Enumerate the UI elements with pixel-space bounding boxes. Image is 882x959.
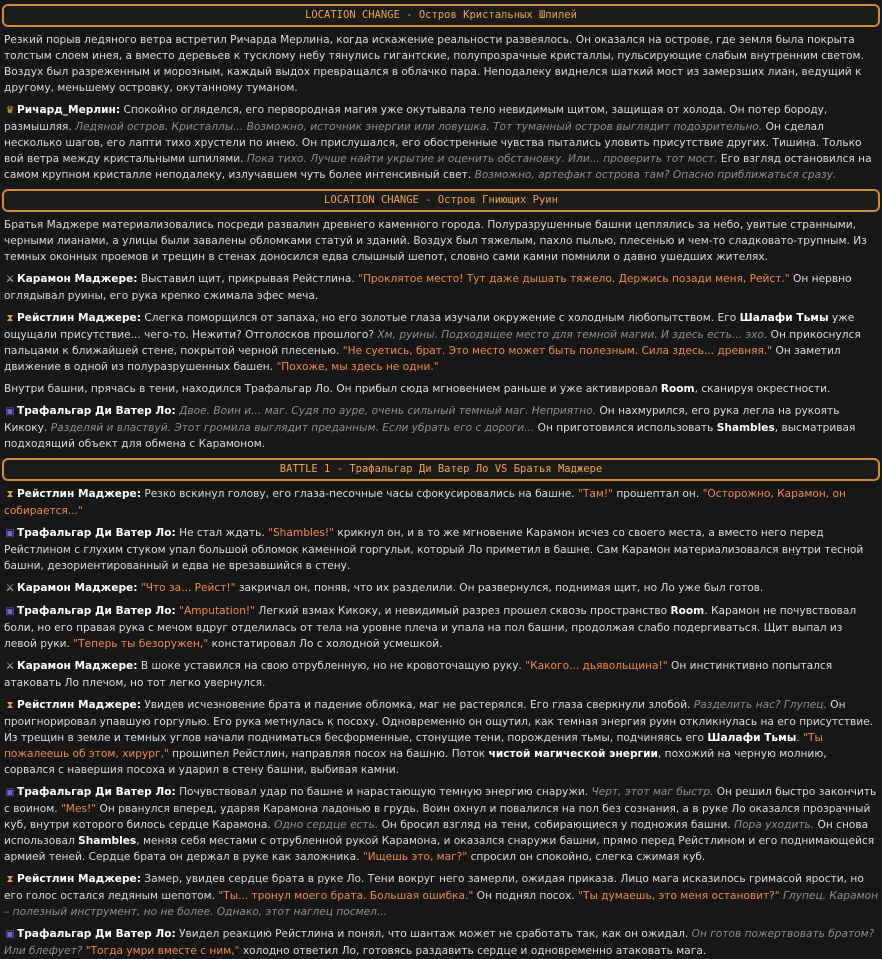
ability-name: Room xyxy=(660,383,695,395)
inner-thought: Пока тихо. Лучше найти укрытие и оценить обстановку. Или... проверить тот мост. xyxy=(246,153,718,165)
narration-text: спросил он спокойно, слегка сжимая куб. xyxy=(467,851,706,863)
speech-quote: "Похоже, мы здесь не одни." xyxy=(276,361,439,373)
inner-thought: Черт, этот маг быстр. xyxy=(591,786,714,798)
speech-quote: "Там!" xyxy=(578,488,613,500)
ability-name: Шалафи Тьмы xyxy=(739,312,829,324)
log-message xyxy=(2,102,880,183)
purple-badge-icon: ▣ xyxy=(5,528,15,539)
narration-text: , высматривая подходящий объект для обмена с Карамоном. xyxy=(4,422,856,450)
crown-icon: ♛ xyxy=(5,105,15,116)
hourglass-icon: ⧗ xyxy=(6,700,14,711)
speaker-name: Рейстлин Маджере: xyxy=(17,312,141,324)
narration-text: Он бросил взгляд на тени, собирающиеся у подножия башни. xyxy=(378,819,735,831)
ability-name: Shambles xyxy=(716,422,775,434)
narration-text: Он инстинктивно попытался атаковать Ло плечом, но тот легко увернулся. xyxy=(4,660,833,689)
inner-thought: Пора уходить. xyxy=(734,819,815,831)
hourglass-icon: ⧗ xyxy=(6,313,14,324)
speech-quote: "Что за... Рейст!" xyxy=(140,582,236,594)
speaker-name: Трафальгар Ди Ватер Ло: xyxy=(17,405,176,417)
speaker-name: Ричард_Мерлин: xyxy=(17,104,121,116)
narration-text: Он проигнорировал упавшую горгулью. Его рука метнулась к посоху. Одновременно он ощутил, как темная энергия руин откликнулась на его присутствие. Из трещин в земле и темных углов начали подниматься бесформенные, стонущие тени, порождения тьмы, подчиняясь его xyxy=(4,699,874,744)
log-message xyxy=(2,381,880,397)
speaker-name: Трафальгар Ди Ватер Ло: xyxy=(17,605,176,617)
speech-quote: "Shambles!" xyxy=(268,527,335,539)
narration-text: Увидел реакцию Рейстлина и понял, что шантаж может не сработать так, как он ожидал. xyxy=(175,928,692,940)
ability-name: Room xyxy=(670,605,705,617)
purple-badge-icon: ▣ xyxy=(5,929,15,940)
narration-text: , меняя себя местами с отрубленной рукой Карамона, и оказался снаружи башни, прямо перед Рейстлином и его поднимающейся армией теней. Сердце брата он держал в руке как заложника. xyxy=(4,835,875,863)
narration-text: прошептал он. xyxy=(612,488,703,500)
ability-name: чистой магической энергии xyxy=(488,748,658,760)
speech-quote: "Amputation!" xyxy=(179,605,256,617)
ability-name: Шалафи Тьмы xyxy=(707,732,797,744)
narration-text: Братья Маджере материализовались посреди развалин древнего каменного города. Полуразрушенные башни цеплялись за небо, увитые странными, черными лианами, а улицы были завалены обломками статуй и зданий. Воздух был тяжелым, пахло пылью, плесенью и чем-то сладковато-трупным. Из темных оконных проемов и трещин в стенах доносился едва слышный шепот, словно сами камни помнили о давно ушедших жителях. xyxy=(4,219,867,263)
inner-thought: Разделить нас? Глупец. xyxy=(693,699,827,711)
narration-text: Резкий порыв ледяного ветра встретил Ричарда Мерлина, когда искажение реальности развеялось. Он оказался на острове, где земля была покрыта толстым слоем инея, а вместо деревьев к тусклому небу тянулись гигантские, полупрозрачные кристаллы, пульсирующие слабым внутренним светом. Воздух был разреженным и морозным, каждый выдох превращался в облачко пара. Неподалеку виднелся шаткий мост из замерзших лиан, ведущий к другому, меньшему островку, окутанному туманом. xyxy=(4,34,864,94)
log-message xyxy=(2,784,880,865)
log-message xyxy=(2,486,880,519)
narration-text: Увидев исчезновение брата и падение обломка, маг не растерялся. Его глаза сверкнули злобой. xyxy=(140,699,694,711)
narration-text: . xyxy=(796,732,804,744)
narration-text: Он нахмурился, его рука легла на рукоять Кикоку. xyxy=(4,405,840,434)
scene-banner: BATTLE 1 - Трафальгар Ди Ватер Ло VS Братья Маджере xyxy=(2,458,880,481)
crossed-swords-icon: ⚔ xyxy=(5,274,15,285)
log-message xyxy=(2,525,880,574)
narration-text: Замер, увидев сердце брата в руке Ло. Тени вокруг него замерли, ожидая приказа. Лицо мага исказилось гримасой ярости, но его голос остался ледяным шепотом. xyxy=(4,873,864,902)
narration-text: закричал он, поняв, что их разделили. Он развернулся, поднимая щит, но Ло уже был готов. xyxy=(235,582,764,594)
log-message xyxy=(2,403,880,452)
narration-text: Он заметил движение в одной из полуразрушенных башен. xyxy=(4,345,841,373)
narration-text: Он поднял посох. xyxy=(473,890,579,902)
scene-banner: LOCATION CHANGE - Остров Кристальных Шпилей xyxy=(2,4,880,27)
narration-text: Внутри башни, прячась в тени, находился Трафальгар Ло. Он прибыл сюда мгновением раньше и уже активировал xyxy=(4,383,661,395)
narration-text: прошипел Рейстлин, направляя посох на башню. Поток xyxy=(168,748,489,760)
speech-quote: "Ты... тронул моего брата. Большая ошибка." xyxy=(218,890,474,902)
narration-text: Почувствовал удар по башне и нарастающую темную энергию снаружи. xyxy=(175,786,592,798)
narration-text: В шоке уставился на свою отрубленную, но не кровоточащую руку. xyxy=(137,660,526,672)
speaker-name: Рейстлин Маджере: xyxy=(17,699,141,711)
log-message xyxy=(2,603,880,652)
log-message xyxy=(2,310,880,375)
inner-thought: Одно сердце есть. xyxy=(274,819,379,831)
narration-text: Он сделал несколько шагов, его лапти тихо хрустели по инею. Он прислушался, его обостренные чувства пытались уловить присутствие других. Тишина. Только вой ветра между кристальными шпилями. xyxy=(4,121,862,165)
log-message xyxy=(2,697,880,778)
narration-text: Легкий взмах Кикоку, и невидимый разрез прошел сквозь пространство xyxy=(255,605,671,617)
narration-text: Он снова использовал xyxy=(4,819,869,847)
crossed-swords-icon: ⚔ xyxy=(5,583,15,594)
speech-quote: "Тогда умри вместе с ним," xyxy=(85,945,240,957)
log-message xyxy=(2,871,880,920)
scene-banner: LOCATION CHANGE - Остров Гниющих Руин xyxy=(2,189,880,212)
speaker-name: Трафальгар Ди Ватер Ло: xyxy=(17,786,176,798)
purple-badge-icon: ▣ xyxy=(5,787,15,798)
inner-thought: Он готов пожертвовать братом? Или блефует? xyxy=(4,928,875,957)
purple-badge-icon: ▣ xyxy=(5,606,15,617)
narration-text: Слегка поморщился от запаха, но его золотые глаза изучали окружение с холодным любопытством. Его xyxy=(140,312,740,324)
log-message xyxy=(2,580,880,597)
narration-text: Его взгляд остановился на самом крупном кристалле неподалеку, излучавшем чуть более интенсивный свет. xyxy=(4,153,872,181)
speech-quote: "Ты пожалеешь об этом, хирург," xyxy=(4,732,823,760)
log-message xyxy=(2,32,880,96)
speaker-name: Трафальгар Ди Ватер Ло: xyxy=(17,527,176,539)
log-message xyxy=(2,271,880,304)
ability-name: Shambles xyxy=(78,835,137,847)
narration-text: Выставил щит, прикрывая Рейстлина. xyxy=(137,273,359,285)
hourglass-icon: ⧗ xyxy=(6,874,14,885)
narration-text: Он рванулся вперед, ударяя Карамона ладонью в грудь. Воин охнул и повалился на пол без сознания, а в руке Ло оказался прозрачный куб, внутри которого билось сердце Карамона. xyxy=(4,803,871,831)
narration-text: , сканируя окрестности. xyxy=(694,383,831,395)
speech-quote: "Ищешь это, маг?" xyxy=(362,851,468,863)
narration-text: Резко вскинул голову, его глаза-песочные часы сфокусировались на башне. xyxy=(140,488,579,500)
speech-quote: "Какого... дьявольщина!" xyxy=(525,660,668,672)
purple-badge-icon: ▣ xyxy=(5,406,15,417)
inner-thought: Ледяной остров. Кристаллы... Возможно, источник энергии или ловушка. Тот туманный остров выглядит подозрительно. xyxy=(75,121,763,133)
narration-text: Спокойно огляделся, его первородная магия уже окутывала тело невидимым щитом, защищая от холода. Он потер бороду, размышляя. xyxy=(4,104,828,133)
speech-quote: "Проклятое место! Тут даже дышать тяжело. Держись позади меня, Рейст." xyxy=(358,273,790,285)
narration-text: Он решил быстро закончить с воином. xyxy=(4,786,877,815)
narration-text: констатировал Ло с холодной усмешкой. xyxy=(208,638,443,650)
narration-text: холодно ответил Ло, готовясь раздавить сердце и одновременно атаковать мага. xyxy=(239,945,707,957)
speaker-name: Рейстлин Маджере: xyxy=(17,873,141,885)
speaker-name: Карамон Маджере: xyxy=(17,660,138,672)
inner-thought: Двое. Воин и... маг. Судя по ауре, очень сильный темный маг. Неприятно. xyxy=(179,405,597,417)
log-message xyxy=(2,926,880,959)
narration-text: . Карамон не почувствовал боли, но его правая рука с мечом вдруг отделилась от тела на уровне плеча и упала на пол башни, продолжая слабо подергиваться. Щит выпал из левой руки. xyxy=(4,605,857,650)
narration-text: уже ощущали присутствие... чего-то. Нежити? Отголосков прошлого? xyxy=(4,312,855,341)
narration-text: Он нервно оглядывал руины, его рука крепко сжимала эфес меча. xyxy=(4,273,852,302)
narration-text: Он приготовился использовать xyxy=(534,422,717,434)
speech-quote: "Не суетись, брат. Это место может быть полезным. Сила здесь... древняя." xyxy=(342,345,773,357)
inner-thought: Глупец. Карамон – полезный инструмент, но не более. Однако, этот наглец посмел... xyxy=(4,890,878,918)
speech-quote: "Mes!" xyxy=(60,803,97,815)
speech-quote: "Осторожно, Карамон, он собирается..." xyxy=(4,488,846,517)
log-message xyxy=(2,217,880,265)
narration-text: Он прикоснулся пальцами к ближайшей стене, покрытой черной плесенью. xyxy=(4,329,861,357)
speaker-name: Карамон Маджере: xyxy=(17,582,138,594)
narration-text: Не стал ждать. xyxy=(175,527,269,539)
narration-text: , похожий на черную молнию, сорвался с навершия посоха и ударил в стену башни, выбивая камни. xyxy=(4,748,827,776)
speaker-name: Рейстлин Маджере: xyxy=(17,488,141,500)
log-message xyxy=(2,658,880,691)
crossed-swords-icon: ⚔ xyxy=(5,661,15,672)
narration-text: крикнул он, и в то же мгновение Карамон исчез со своего места, а вместо него перед Рейстлином с глухим стуком упал большой обломок каменной горгульи, который Ло приметил в башне. Сам Карамон материализовался внутри тесной башни, дезориентированный и едва не врезавшийся в стену. xyxy=(4,527,864,572)
speech-quote: "Ты думаешь, это меня остановит?" xyxy=(578,890,780,902)
inner-thought: Хм, руины. Подходящее место для темной магии. И здесь есть... эхо. xyxy=(377,329,768,341)
speaker-name: Карамон Маджере: xyxy=(17,273,138,285)
hourglass-icon: ⧗ xyxy=(6,489,14,500)
speaker-name: Трафальгар Ди Ватер Ло: xyxy=(17,928,176,940)
speech-quote: "Теперь ты безоружен," xyxy=(73,638,209,650)
inner-thought: Разделяй и властвуй. Этот громила выглядит преданным. Если убрать его с дороги... xyxy=(50,422,535,434)
inner-thought: Возможно, артефакт острова там? Опасно приближаться сразу. xyxy=(474,169,837,181)
